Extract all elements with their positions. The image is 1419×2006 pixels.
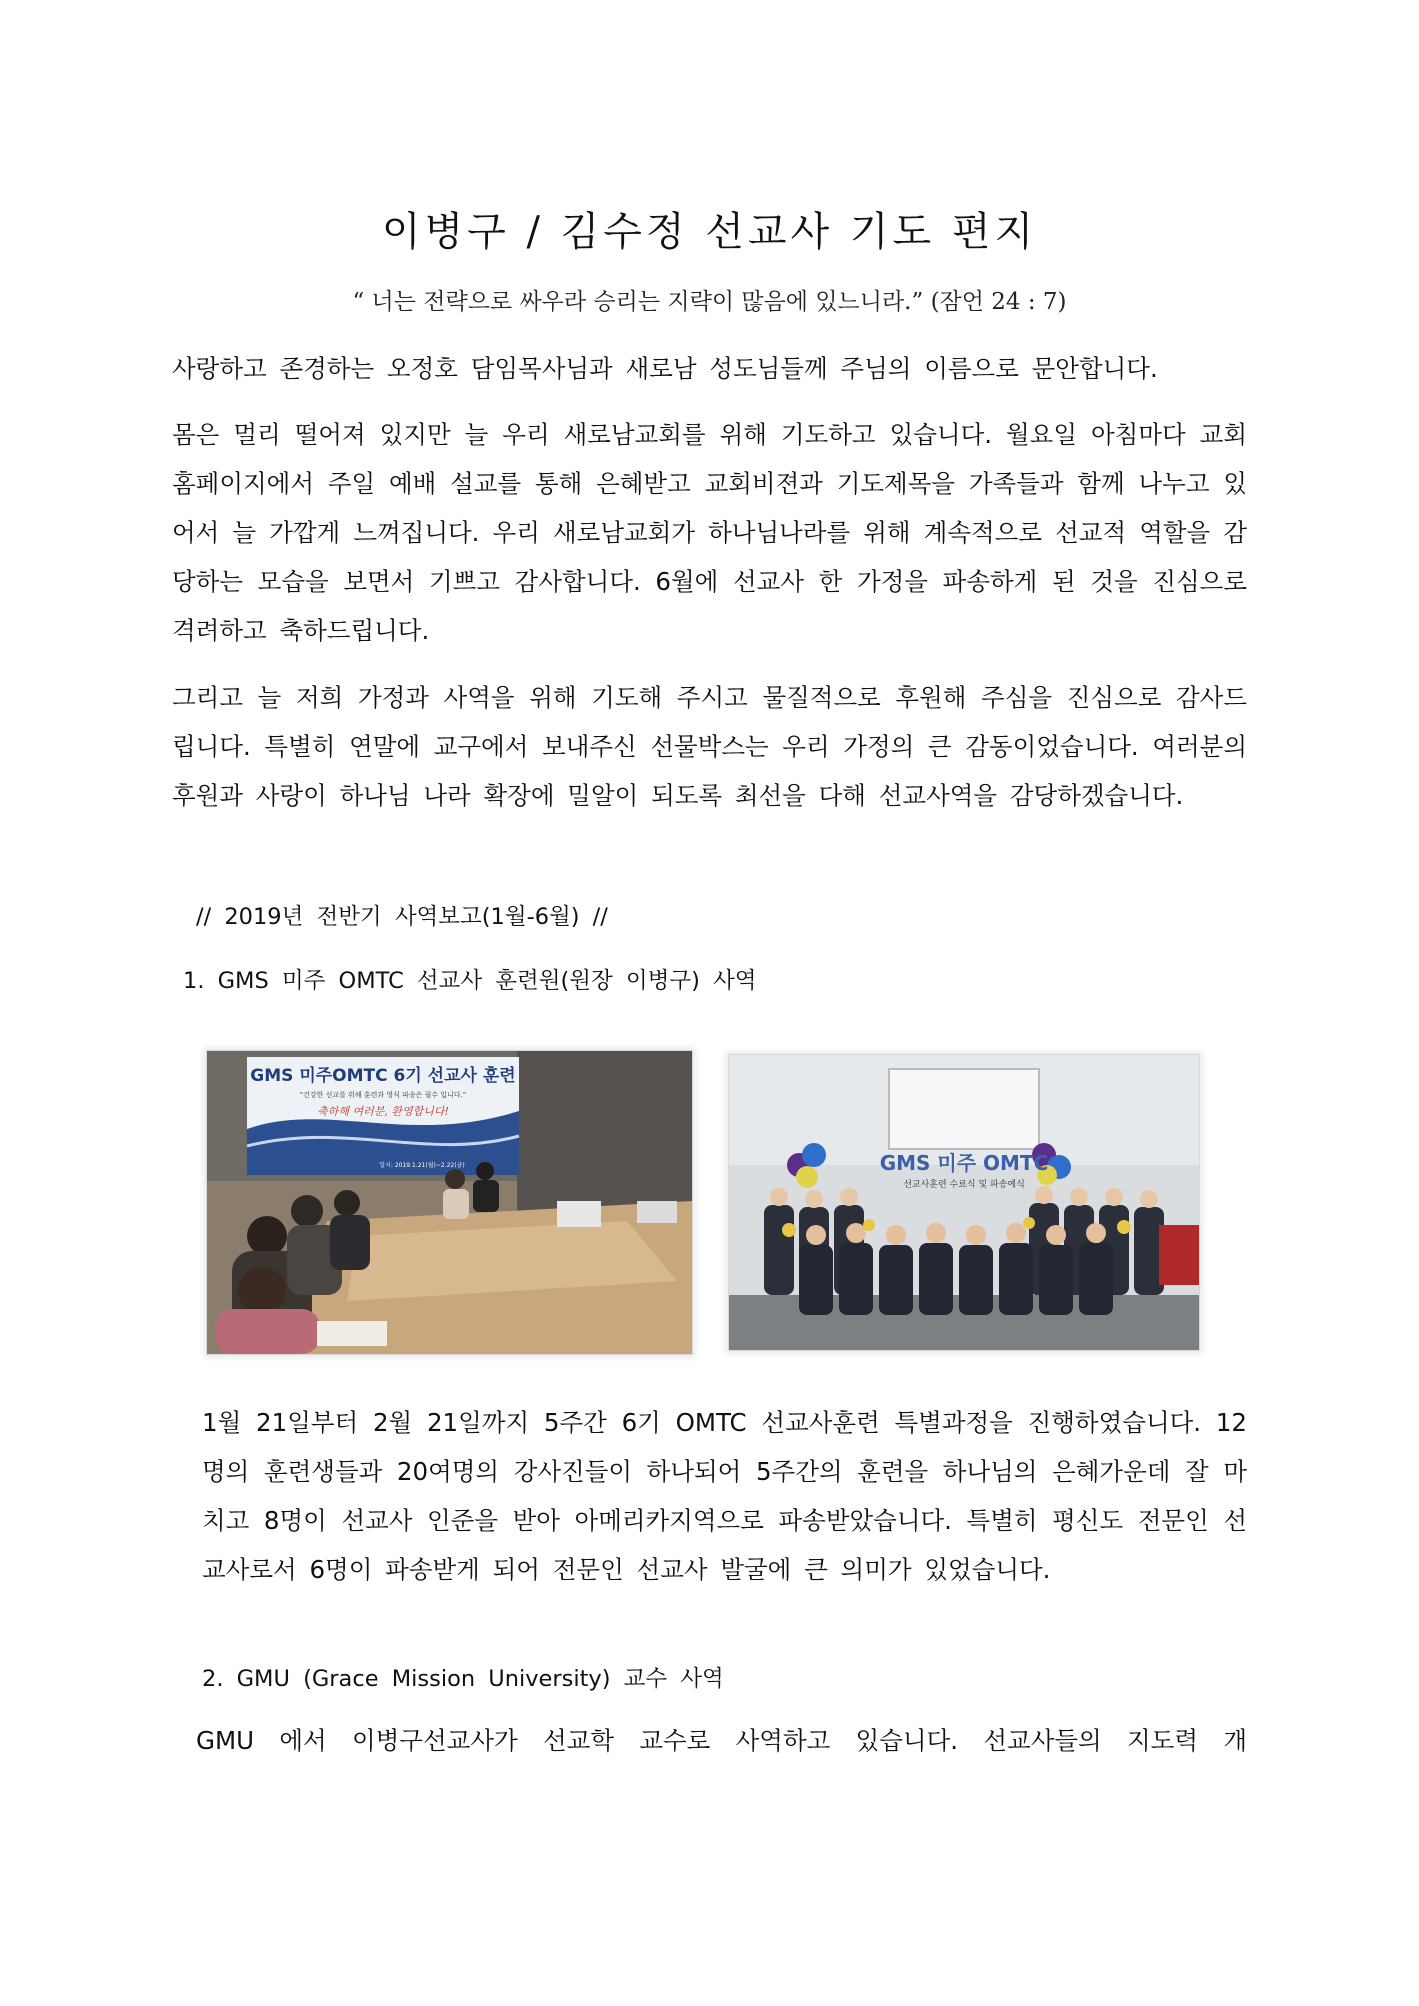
photo1-banner-title: GMS 미주OMTC 6기 선교사 훈련 xyxy=(250,1066,516,1086)
photo2-banner-title: GMS 미주 OMTC xyxy=(879,1151,1049,1175)
greeting-paragraph: 사랑하고 존경하는 오정호 담임목사님과 새로남 성도님들께 주님의 이름으로 문안합니다. xyxy=(172,354,1158,383)
photo1-banner-handwriting: 축하해 여러분, 환영합니다! xyxy=(317,1105,449,1118)
graduation-group-photo xyxy=(728,1054,1200,1351)
photo1-banner-date: 일시: 2019.1.21(월)~2.22(금) xyxy=(379,1162,465,1169)
body-paragraph-1: 몸은 멀리 떨어져 있지만 늘 우리 새로남교회를 위해 기도하고 있습니다. 월요일 아침마다 교회 홈페이지에서 주일 예배 설교를 통해 은혜받고 교회비젼과 기도제목을 가족들과 함께 나누고 있어서 늘 가깝게 느껴집니다. 우리 새로남교회가 하나님나라를 위해 계속적으로 선교적 역할을 감당하는 모습을 보면서 기쁘고 감사합니다. 6월에 선교사 한 가정을 파송하게 된 것을 진심으로 격려하고 축하드립니다. xyxy=(172,420,1247,645)
section-1-body: 1월 21일부터 2월 21일까지 5주간 6기 OMTC 선교사훈련 특별과정을 진행하였습니다. 12명의 훈련생들과 20여명의 강사진들이 하나되어 5주간의 훈련을 하나님의 은혜가운데 잘 마치고 8명이 선교사 인준을 받아 아메리카지역으로 파송받았습니다. 특별히 평신도 전문인 선교사로서 6명이 파송받게 되어 전문인 선교사 발굴에 큰 의미가 있었습니다. xyxy=(202,1408,1247,1584)
training-classroom-photo xyxy=(206,1050,693,1355)
section-1-heading: 1. GMS 미주 OMTC 선교사 훈련원(원장 이병구) 사역 xyxy=(183,968,757,994)
page-title: 이병구 / 김수정 선교사 기도 편지 xyxy=(381,209,1038,255)
photo1-banner-subtitle: "건강한 선교를 위해 훈련과 영식 파송은 필수 입니다." xyxy=(299,1091,467,1099)
section-2-body: GMU 에서 이병구선교사가 선교학 교수로 사역하고 있습니다. 선교사들의 지도력 개 xyxy=(196,1726,1247,1755)
scripture-verse: “ 너는 전략으로 싸우라 승리는 지략이 많음에 있느니라.” (잠언 24 : 7) xyxy=(352,289,1067,315)
body-paragraph-2: 그리고 늘 저희 가정과 사역을 위해 기도해 주시고 물질적으로 후원해 주심을 진심으로 감사드립니다. 특별히 연말에 교구에서 보내주신 선물박스는 우리 가정의 큰 감동이었습니다. 여러분의 후원과 사랑이 하나님 나라 확장에 밀알이 되도록 최선을 다해 선교사역을 감당하겠습니다. xyxy=(172,683,1247,810)
photo2-banner-subtitle: 선교사훈련 수료식 및 파송예식 xyxy=(903,1180,1025,1190)
report-heading: // 2019년 전반기 사역보고(1월-6월) // xyxy=(196,904,608,930)
section-2-heading: 2. GMU (Grace Mission University) 교수 사역 xyxy=(202,1666,724,1692)
